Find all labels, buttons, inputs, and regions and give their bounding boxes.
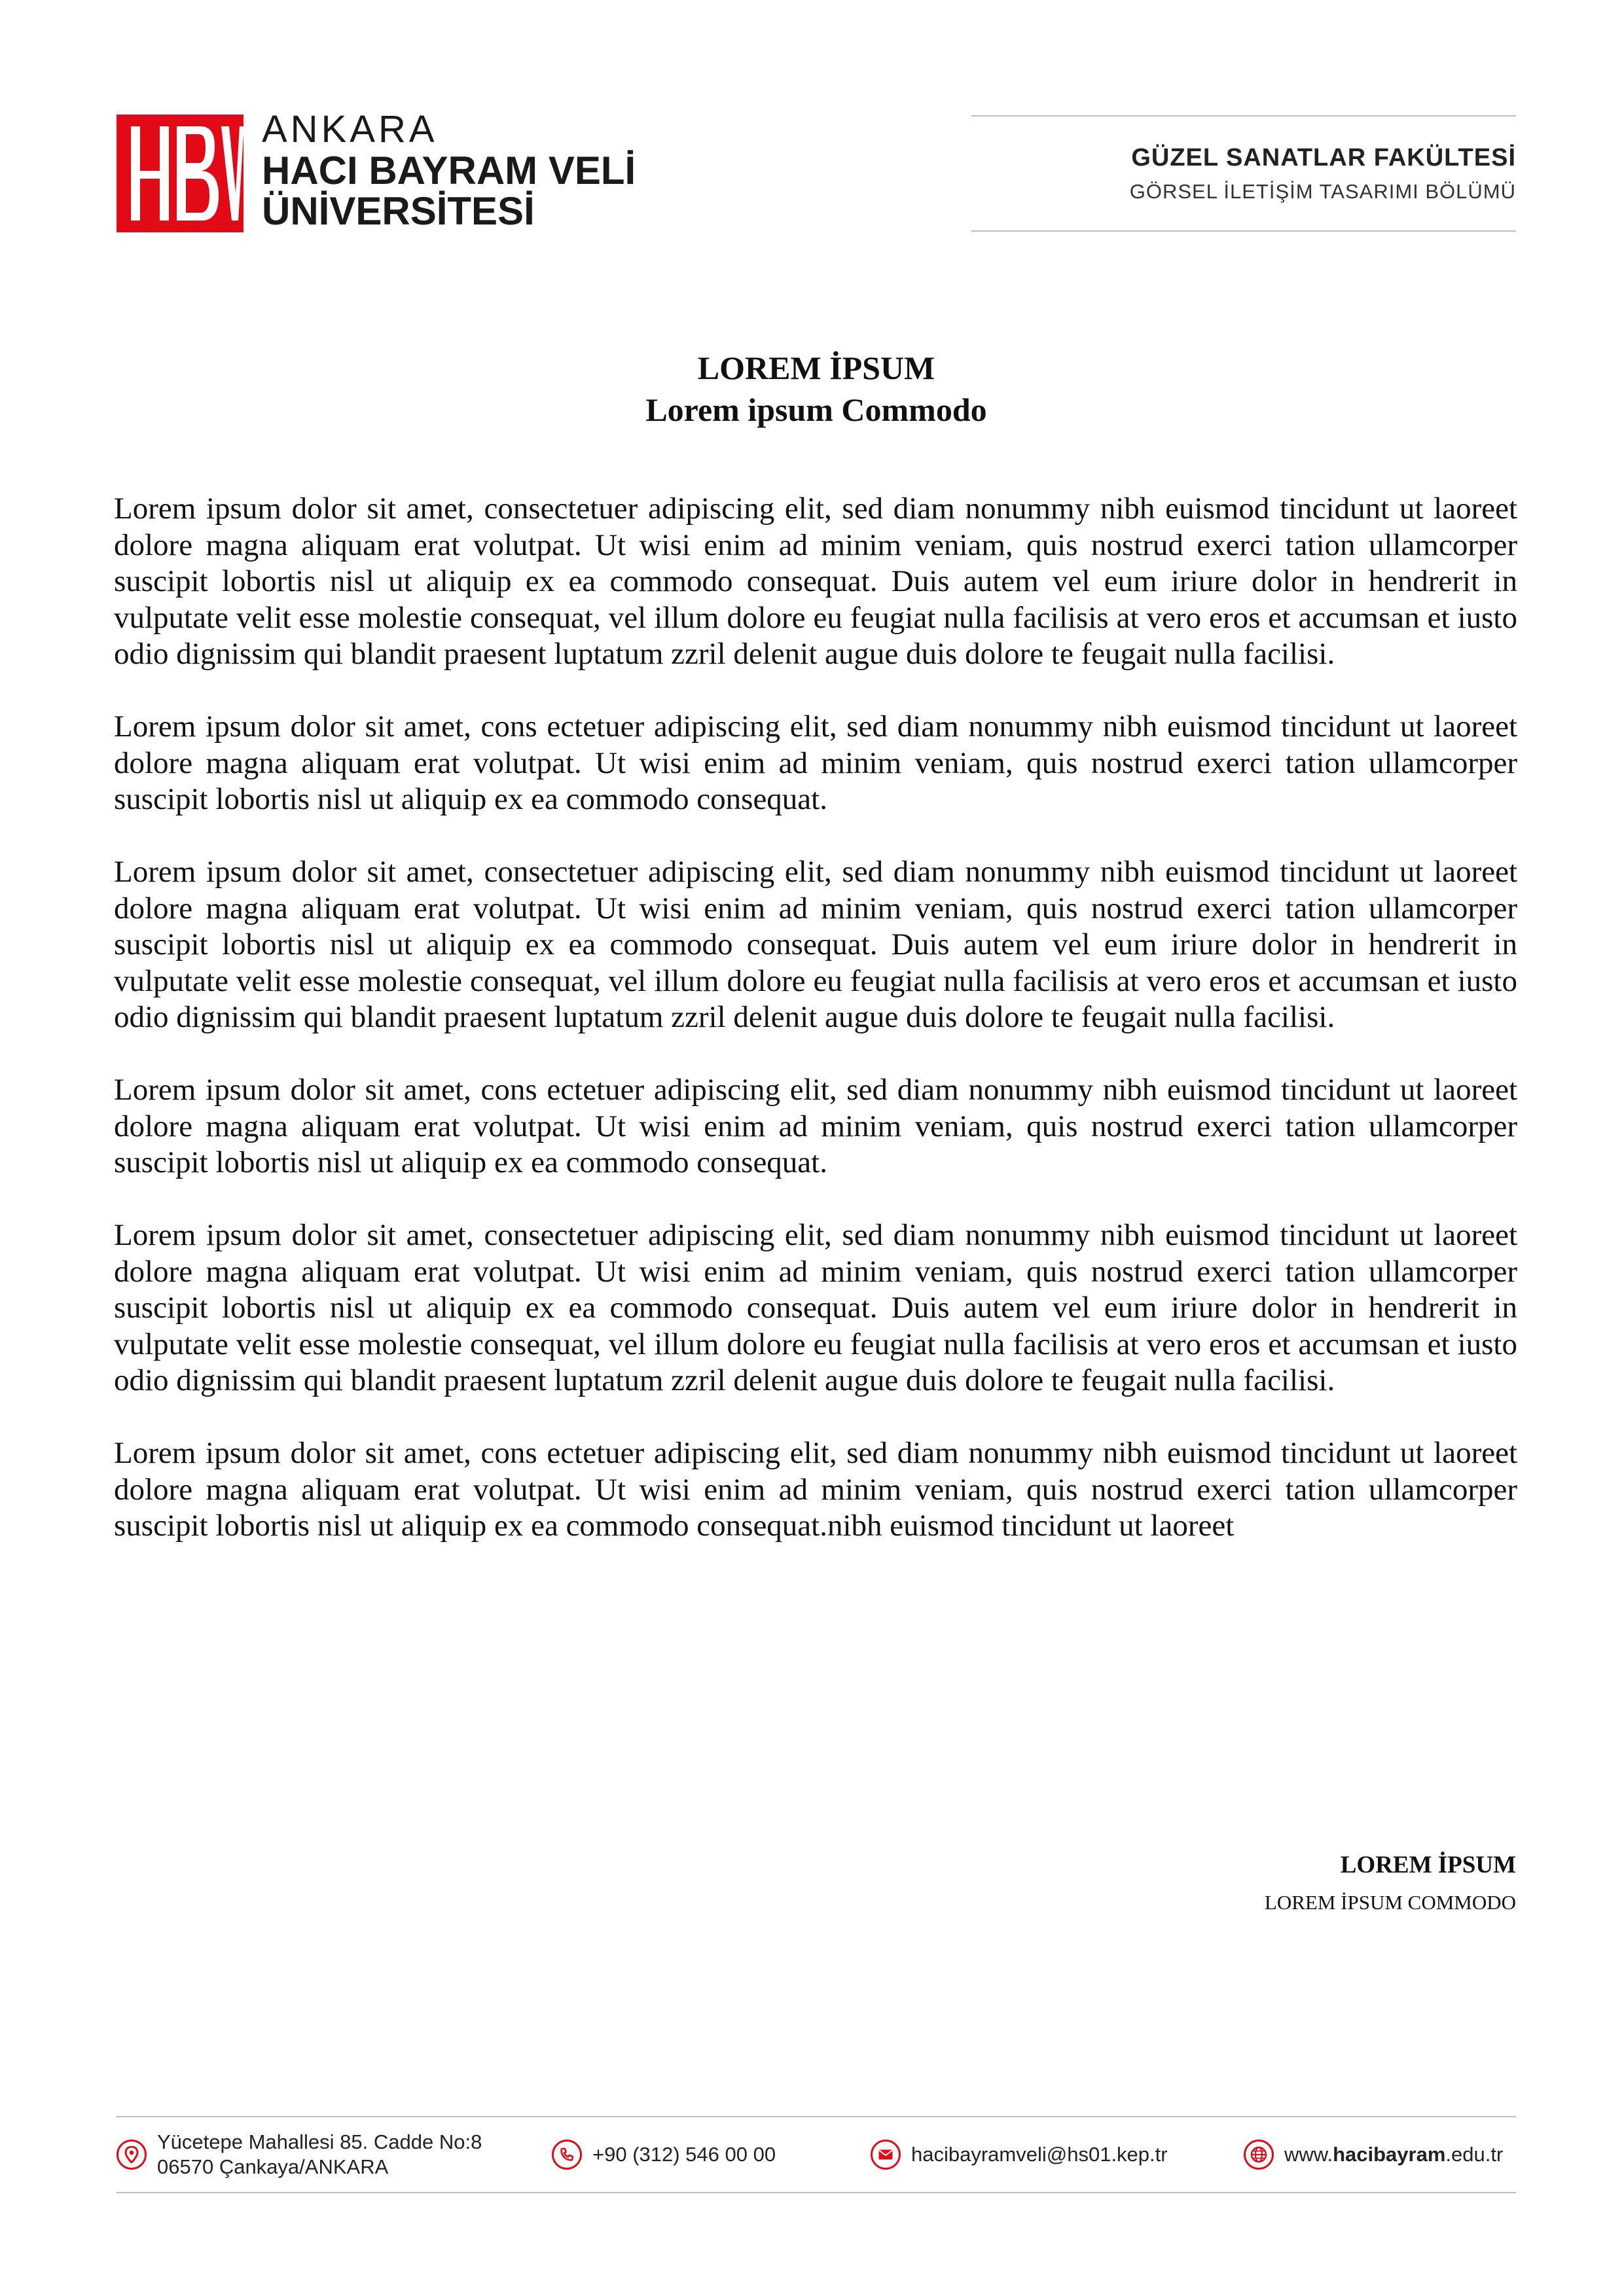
address-line-1: Yücetepe Mahallesi 85. Cadde No:8 xyxy=(157,2130,482,2153)
footer-email xyxy=(871,2117,1168,2192)
signatory-title: LOREM İPSUM COMMODO xyxy=(1264,1891,1516,1914)
signature-block xyxy=(1265,1849,1516,1918)
department-name: GÖRSEL İLETİŞİM TASARIMI BÖLÜMÜ xyxy=(1129,180,1516,203)
footer-contact-bar xyxy=(117,2116,1516,2193)
footer-website xyxy=(1244,2117,1503,2192)
body-paragraph: Lorem ipsum dolor sit amet, consectetuer adipiscing elit, sed diam nonummy nibh euismod tincidunt ut laoreet dolore magna aliquam erat volutpat. Ut wisi enim ad minim veniam, quis nostrud exerci tation ullamcorper suscipit lobortis nisl ut aliquip ex ea commodo consequat. Duis autem vel eum iriure dolor in hendrerit in vulputate velit esse molestie consequat, vel illum dolore eu feugiat nulla facilisis at vero eros et accumsan et iusto odio dignissim qui blandit praesent luptatum zzril delenit augue duis dolore te feugait nulla facilisi. xyxy=(114,1218,1517,1397)
logo-line-ankara: ANKARA xyxy=(262,108,438,151)
document-body xyxy=(114,491,1517,1581)
title-sub: Lorem ipsum Commodo xyxy=(645,391,987,428)
body-paragraph: Lorem ipsum dolor sit amet, consectetuer adipiscing elit, sed diam nonummy nibh euismod tincidunt ut laoreet dolore magna aliquam erat volutpat. Ut wisi enim ad minim veniam, quis nostrud exerci tation ullamcorper suscipit lobortis nisl ut aliquip ex ea commodo consequat. Duis autem vel eum iriure dolor in hendrerit in vulputate velit esse molestie consequat, vel illum dolore eu feugiat nulla facilisis at vero eros et accumsan et iusto odio dignissim qui blandit praesent luptatum zzril delenit augue duis dolore te feugait nulla facilisi. xyxy=(114,855,1517,1034)
faculty-block xyxy=(971,115,1516,232)
address-line-2: 06570 Çankaya/ANKARA xyxy=(157,2155,389,2178)
website-suffix: .edu.tr xyxy=(1445,2143,1504,2166)
faculty-name: GÜZEL SANATLAR FAKÜLTESİ xyxy=(1131,144,1516,171)
signatory-name: LOREM İPSUM xyxy=(1340,1852,1516,1878)
logo-line-universitesi: ÜNİVERSİTESİ xyxy=(262,189,535,233)
email-address[interactable]: hacibayramveli@hs01.kep.tr xyxy=(911,2143,1168,2166)
globe-icon xyxy=(1244,2140,1274,2170)
website-domain: hacibayram xyxy=(1333,2143,1446,2166)
document-title xyxy=(117,347,1516,431)
body-paragraph: Lorem ipsum dolor sit amet, cons ectetuer adipiscing elit, sed diam nonummy nibh euismod tincidunt ut laoreet dolore magna aliquam erat volutpat. Ut wisi enim ad minim veniam, quis nostrud exerci tation ullamcorper suscipit lobortis nisl ut aliquip ex ea commodo consequat.nibh euismod tincidunt ut laoreet xyxy=(114,1436,1517,1543)
body-paragraph: Lorem ipsum dolor sit amet, cons ectetuer adipiscing elit, sed diam nonummy nibh euismod tincidunt ut laoreet dolore magna aliquam erat volutpat. Ut wisi enim ad minim veniam, quis nostrud exerci tation ullamcorper suscipit lobortis nisl ut aliquip ex ea commodo consequat. xyxy=(114,709,1517,816)
footer-phone xyxy=(552,2117,776,2192)
body-paragraph: Lorem ipsum dolor sit amet, cons ectetuer adipiscing elit, sed diam nonummy nibh euismod tincidunt ut laoreet dolore magna aliquam erat volutpat. Ut wisi enim ad minim veniam, quis nostrud exerci tation ullamcorper suscipit lobortis nisl ut aliquip ex ea commodo consequat. xyxy=(114,1073,1517,1179)
hbv-monogram-icon xyxy=(117,115,244,232)
logo-mark xyxy=(117,115,244,232)
title-main: LOREM İPSUM xyxy=(697,350,935,386)
phone-icon xyxy=(552,2140,582,2170)
university-logo xyxy=(117,108,660,233)
phone-number[interactable]: +90 (312) 546 00 00 xyxy=(592,2143,776,2166)
website-link[interactable] xyxy=(1284,2142,1503,2167)
logo-line-haci-bayram-veli: HACI BAYRAM VELİ xyxy=(262,149,636,192)
logo-wordmark xyxy=(262,108,636,233)
location-pin-icon xyxy=(117,2140,147,2170)
footer-address xyxy=(117,2117,482,2192)
website-prefix: www. xyxy=(1284,2143,1333,2166)
body-paragraph: Lorem ipsum dolor sit amet, consectetuer adipiscing elit, sed diam nonummy nibh euismod tincidunt ut laoreet dolore magna aliquam erat volutpat. Ut wisi enim ad minim veniam, quis nostrud exerci tation ullamcorper suscipit lobortis nisl ut aliquip ex ea commodo consequat. Duis autem vel eum iriure dolor in hendrerit in vulputate velit esse molestie consequat, vel illum dolore eu feugiat nulla facilisis at vero eros et accumsan et iusto odio dignissim qui blandit praesent luptatum zzril delenit augue duis dolore te feugait nulla facilisi. xyxy=(114,492,1517,671)
mail-icon xyxy=(871,2140,901,2170)
